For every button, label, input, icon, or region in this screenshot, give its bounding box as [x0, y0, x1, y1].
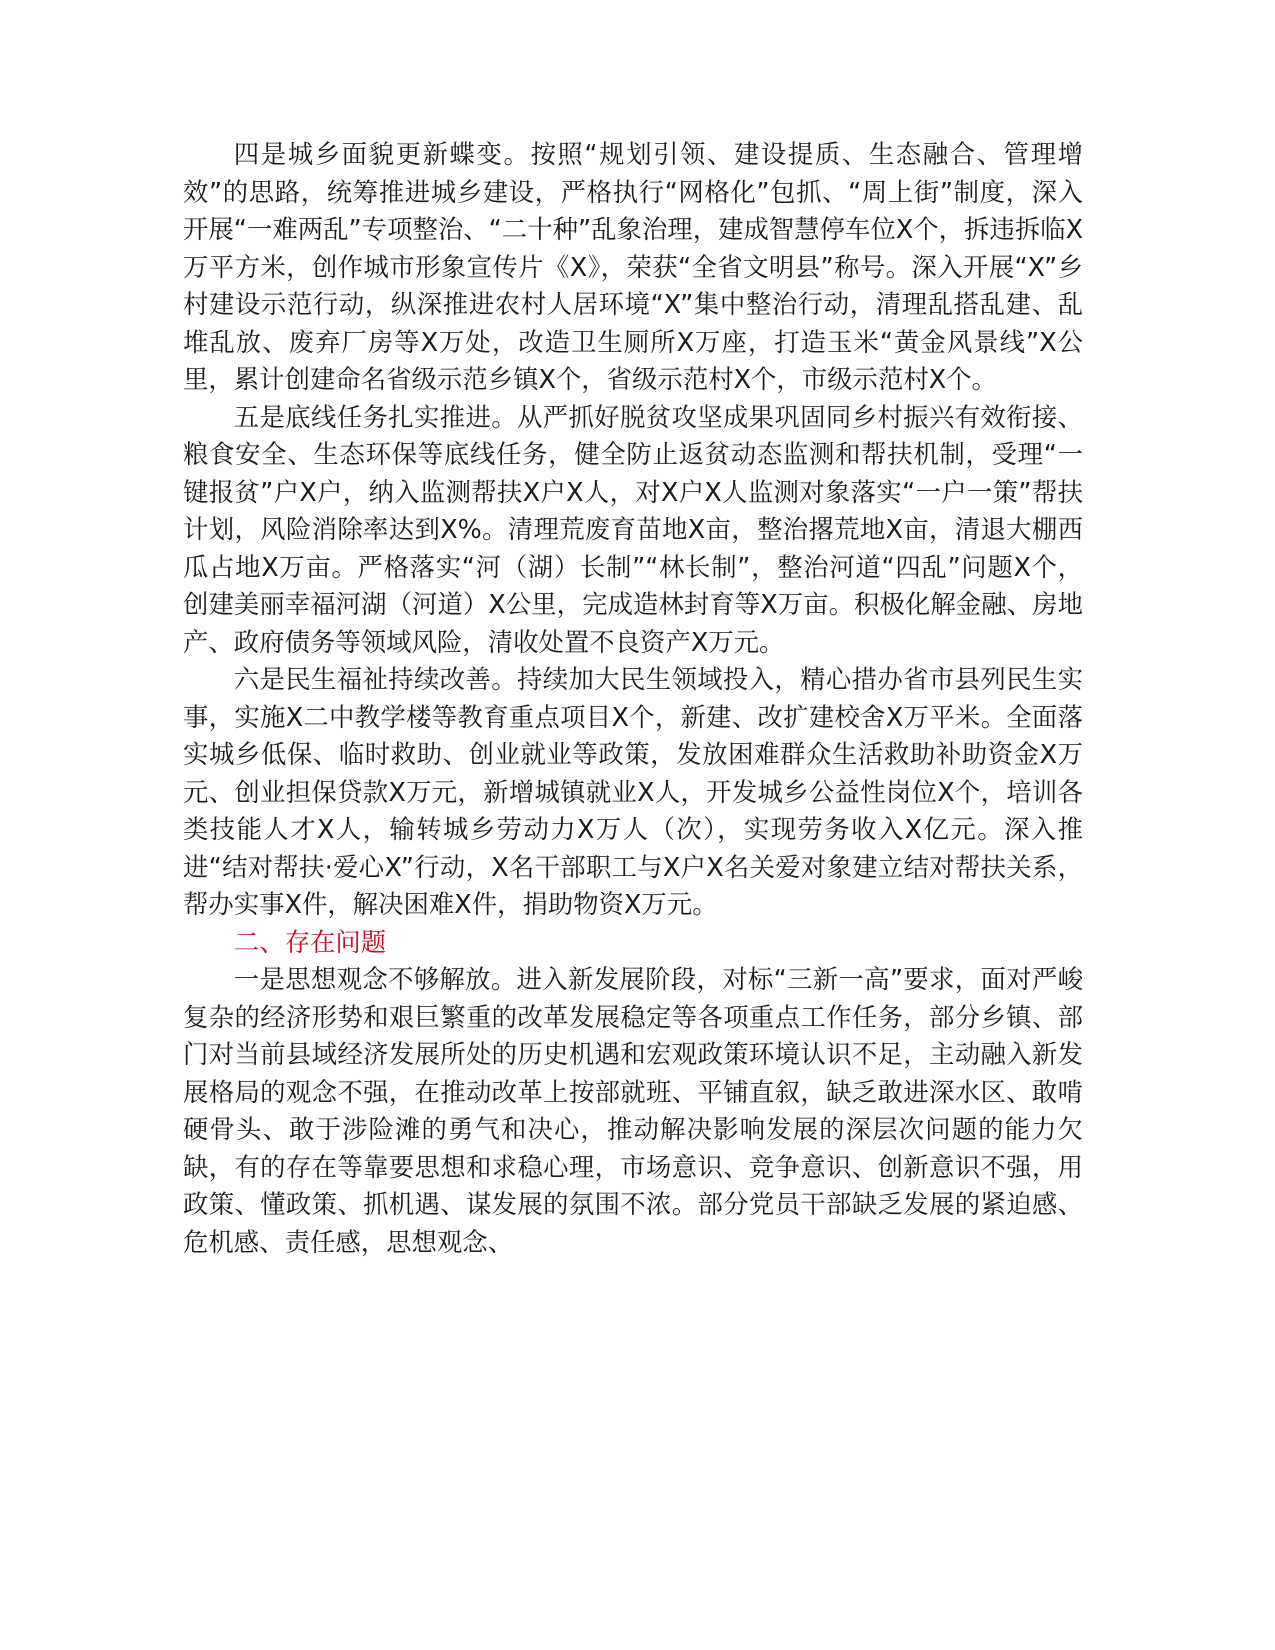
- paragraph-problems: 一是思想观念不够解放。进入新发展阶段，对标“三新一高”要求，面对严峻复杂的经济形势和艰巨繁重的改革发展稳定等各项重点工作任务，部分乡镇、部门对当前县域经济发展所处的历史机遇和宏观政策环境认识不足，主动融入新发展格局的观念不强，在推动改革上按部就班、平铺直叙，缺乏敢进深水区、敢啃硬骨头、敢于涉险滩的勇气和决心，推动解决影响发展的深层次问题的能力欠缺，有的存在等靠要思想和求稳心理，市场意识、竞争意识、创新意识不强，用政策、懂政策、抓机遇、谋发展的氛围不浓。部分党员干部缺乏发展的紧迫感、危机感、责任感，思想观念、: [183, 964, 1083, 1257]
- paragraph-bottom-line-tasks: 五是底线任务扎实推进。从严抓好脱贫攻坚成果巩固同乡村振兴有效衔接、粮食安全、生态环保等底线任务，健全防止返贫动态监测和帮扶机制，受理“一键报贫”户X户，纳入监测帮扶X户X人，对X户X人监测对象落实“一户一策”帮扶计划，风险消除率达到X%。清理荒废育苗地X亩，整治撂荒地X亩，清退大棚西瓜占地X万亩。严格落实“河（湖）长制”“林长制”，整治河道“四乱”问题X个，创建美丽幸福河湖（河道）X公里，完成造林封育等X万亩。积极化解金融、房地产、政府债务等领域风险，清收处置不良资产X万元。: [183, 401, 1083, 657]
- paragraph-urban-rural: 四是城乡面貌更新蝶变。按照“规划引领、建设提质、生态融合、管理增效”的思路，统筹推进城乡建设，严格执行“网格化”包抓、“周上街”制度，深入开展“一难两乱”专项整治、“二十种”乱象治理，建成智慧停车位X个，拆违拆临X万平方米，创作城市形象宣传片《X》，荣获“全省文明县”称号。深入开展“X”乡村建设示范行动，纵深推进农村人居环境“X”集中整治行动，清理乱搭乱建、乱堆乱放、废弃厂房等X万处，改造卫生厕所X万座，打造玉米“黄金风景线”X公里，累计创建命名省级示范乡镇X个，省级示范村X个，市级示范村X个。: [183, 139, 1083, 394]
- document-body: [183, 136, 1083, 1261]
- paragraph-livelihood: 六是民生福祉持续改善。持续加大民生领域投入，精心措办省市县列民生实事，实施X二中教学楼等教育重点项目X个，新建、改扩建校舍X万平米。全面落实城乡低保、临时救助、创业就业等政策，发放困难群众生活救助补助资金X万元、创业担保贷款X万元，新增城镇就业X人，开发城乡公益性岗位X个，培训各类技能人才X人，输转城乡劳动力X万人（次），实现劳务收入X亿元。深入推进“结对帮扶·爱心X”行动，X名干部职工与X户X名关爱对象建立结对帮扶关系，帮办实事X件，解决困难X件，捐助物资X万元。: [183, 664, 1083, 919]
- section-heading: 二、存在问题: [233, 926, 387, 957]
